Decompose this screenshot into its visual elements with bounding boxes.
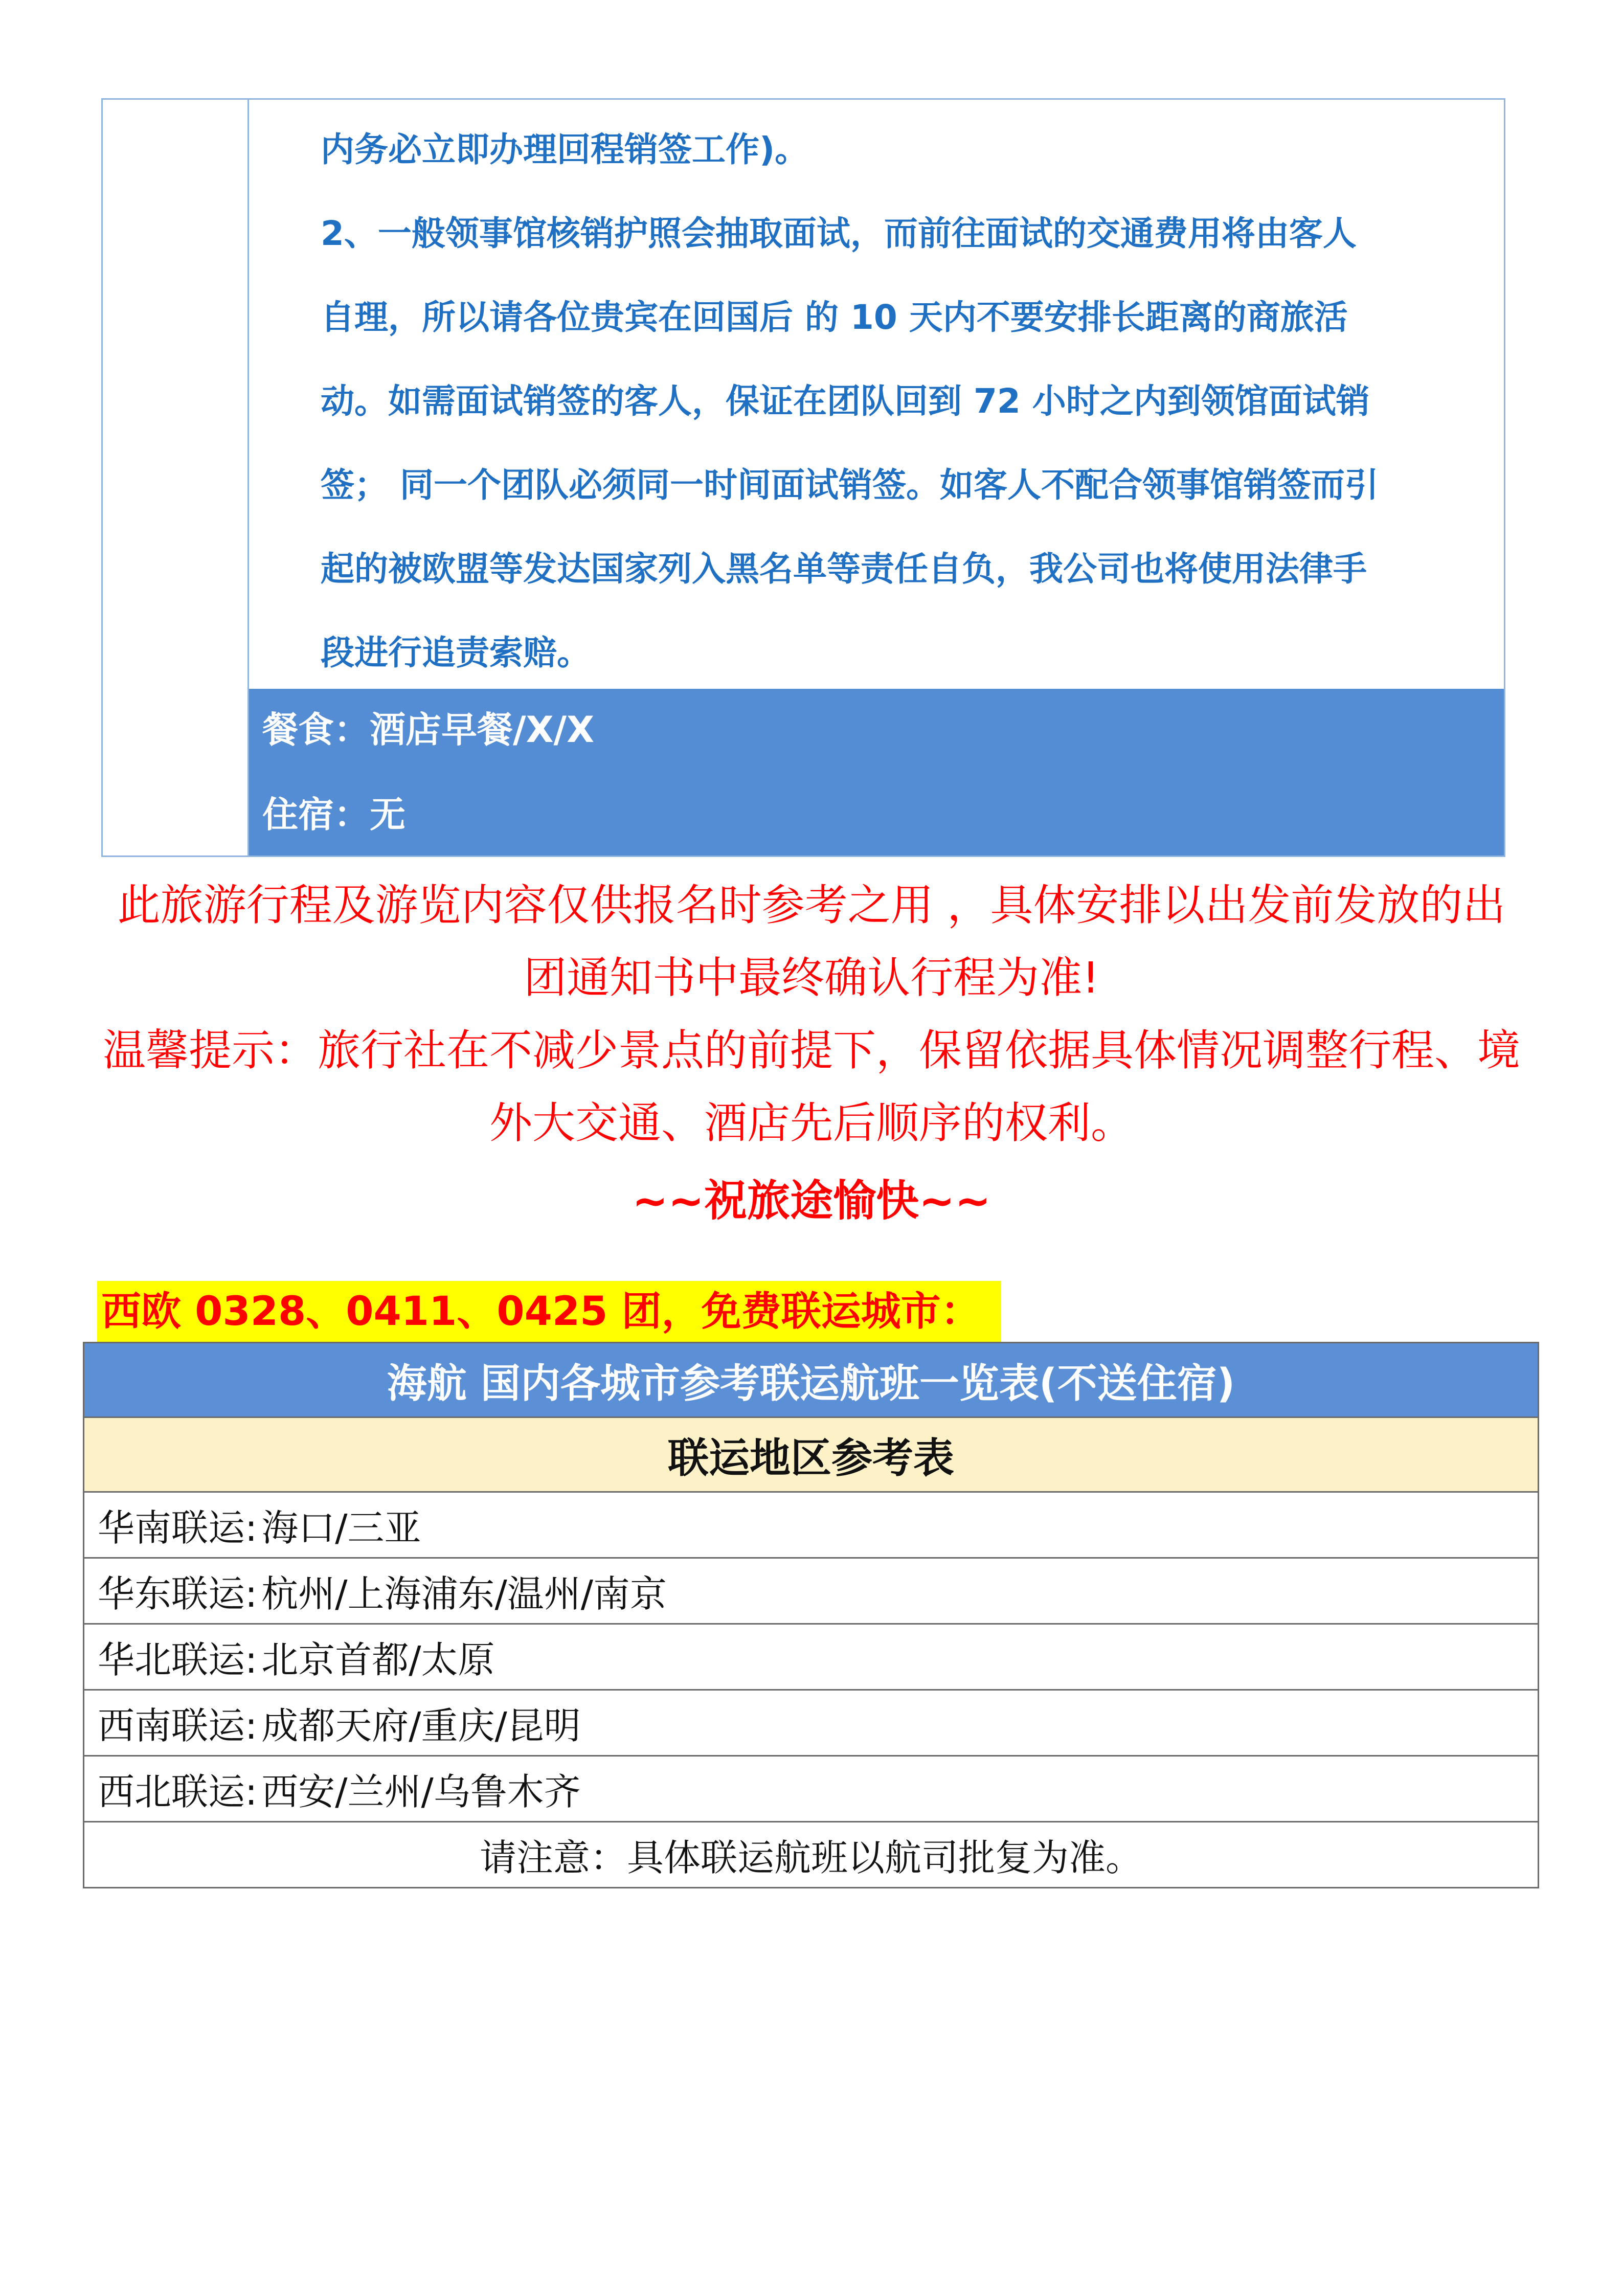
region-cities: 西安/兰州/乌鲁木齐 — [261, 1770, 581, 1813]
region-cities: 成都天府/重庆/昆明 — [261, 1704, 581, 1747]
disclaimer-line-2: 团通知书中最终确认行程为准! — [524, 953, 1099, 1003]
table-row — [84, 1691, 1538, 1757]
lodging-text: 住宿：无 — [262, 794, 405, 836]
itinerary-table — [101, 98, 1505, 857]
disclaimer-line-1: 此旅游行程及游览内容仅供报名时参考之用 ，具体安排以出发前发放的出 — [117, 880, 1506, 930]
region-label: 西南联运: — [98, 1704, 258, 1747]
itinerary-text-cell — [249, 100, 1504, 689]
table-row — [84, 1757, 1538, 1822]
itinerary-line: 签； 同一个团队必须同一时间面试销签。如客人不配合领事馆销签而引 — [321, 465, 1379, 505]
itinerary-line: 自理，所以请各位贵宾在回国后 的 10 天内不要安排长距离的商旅活 — [321, 298, 1348, 337]
tip-line-1: 温馨提示：旅行社在不减少景点的前提下，保留依据具体情况调整行程、境 — [102, 1025, 1520, 1075]
itinerary-line: 段进行追责索赔。 — [321, 633, 591, 672]
connection-table-title: 海航 国内各城市参考联运航班一览表(不送住宿) — [84, 1343, 1538, 1418]
tip-line-2: 外大交通、酒店先后顺序的权利。 — [489, 1098, 1134, 1148]
table-row — [84, 1625, 1538, 1691]
itinerary-line: 内务必立即办理回程销签工作)。 — [321, 130, 809, 169]
connection-table — [83, 1342, 1539, 1888]
itinerary-day-column — [103, 100, 249, 856]
region-label: 华南联运: — [98, 1506, 258, 1549]
region-cities: 海口/三亚 — [261, 1506, 421, 1549]
region-cities: 北京首都/太原 — [261, 1638, 495, 1681]
region-label: 华东联运: — [98, 1572, 258, 1615]
connection-table-subtitle: 联运地区参考表 — [84, 1418, 1538, 1493]
region-label: 华北联运: — [98, 1638, 258, 1681]
region-label: 西北联运: — [98, 1770, 258, 1813]
itinerary-line: 动。如需面试销签的客人，保证在团队回到 72 小时之内到领馆面试销 — [321, 381, 1370, 421]
table-row — [84, 1493, 1538, 1559]
wish-text: ~~祝旅途愉快~~ — [632, 1176, 991, 1226]
itinerary-line: 起的被欧盟等发达国家列入黑名单等责任自负，我公司也将使用法律手 — [321, 549, 1367, 589]
itinerary-line: 2、一般领事馆核销护照会抽取面试，而前往面试的交通费用将由客人 — [321, 214, 1357, 253]
meals-text: 餐食：酒店早餐/X/X — [262, 709, 595, 751]
region-cities: 杭州/上海浦东/温州/南京 — [261, 1572, 667, 1615]
connection-table-note: 请注意：具体联运航班以航司批复为准。 — [479, 1836, 1142, 1879]
free-connection-banner — [97, 1281, 1001, 1342]
meals-lodging-band — [249, 689, 1504, 856]
table-row — [84, 1559, 1538, 1625]
banner-text: 西欧 0328、0411、0425 团，免费联运城市： — [101, 1289, 981, 1335]
